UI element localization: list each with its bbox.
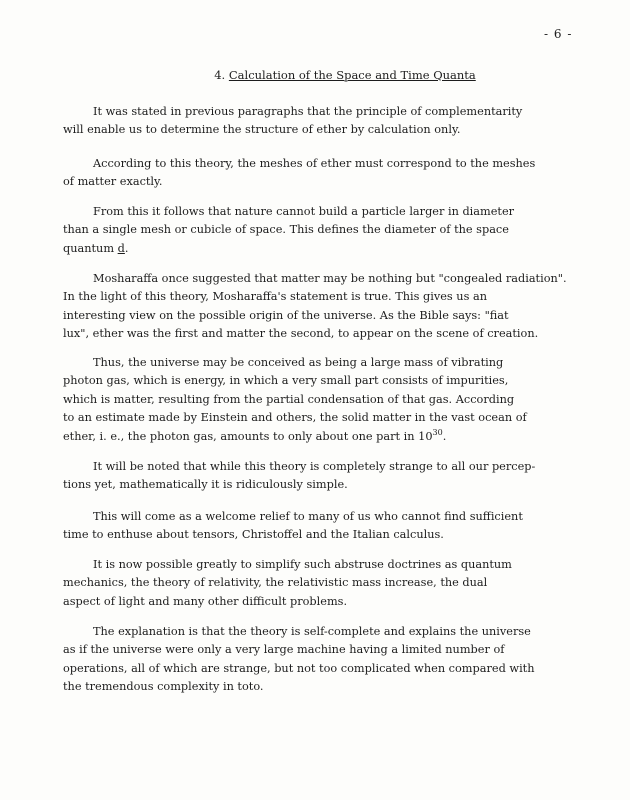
paragraph-line: The explanation is that the theory is self-complete and explains the universe xyxy=(93,625,531,638)
paragraph-7 xyxy=(63,508,615,545)
paragraph-line: which is matter, resulting from the partial condensation of that gas. According xyxy=(63,392,515,406)
paragraph-line: aspect of light and many other difficult problems. xyxy=(63,594,348,608)
paragraph-line: This will come as a welcome relief to many of us who cannot find sufficient xyxy=(93,510,523,523)
section-number: 4. xyxy=(214,68,226,82)
paragraph-8 xyxy=(63,556,615,611)
paragraph-line: will enable us to determine the structure of ether by calculation only. xyxy=(63,123,461,137)
section-heading xyxy=(0,68,630,82)
space-quantum-symbol: d xyxy=(117,241,125,255)
paragraph-line: Mosharaffa once suggested that matter may be nothing but "congealed radiation". xyxy=(93,272,567,285)
paragraph-1 xyxy=(63,103,615,140)
page-number: - 6 - xyxy=(544,27,573,41)
paragraph-6 xyxy=(63,458,615,495)
line-text: . xyxy=(442,429,447,443)
paragraph-line: It will be noted that while this theory is completely strange to all our percep- xyxy=(93,460,536,473)
paragraph-2 xyxy=(63,155,615,192)
paragraph-line: From this it follows that nature cannot build a particle larger in diameter xyxy=(93,205,515,218)
paragraph-line: time to enthuse about tensors, Christoffel and the Italian calculus. xyxy=(63,528,444,542)
paragraph-line: as if the universe were only a very large machine having a limited number of xyxy=(63,643,505,657)
paragraph-line: of matter exactly. xyxy=(63,175,163,189)
paragraph-line: According to this theory, the meshes of ether must correspond to the meshes xyxy=(93,157,536,170)
paragraph-line: tions yet, mathematically it is ridiculously simple. xyxy=(63,478,348,492)
paragraph-line: Thus, the universe may be conceived as being a large mass of vibrating xyxy=(93,356,504,369)
paragraph-line: photon gas, which is energy, in which a very small part consists of impurities, xyxy=(63,374,509,388)
exponent: 30 xyxy=(432,427,443,437)
paragraph-3 xyxy=(63,203,615,258)
paragraph-line xyxy=(63,428,615,446)
paragraph-line: lux", ether was the first and matter the second, to appear on the scene of creation. xyxy=(63,327,539,341)
paragraph-line: to an estimate made by Einstein and others, the solid matter in the vast ocean of xyxy=(63,411,527,425)
paragraph-5 xyxy=(63,354,615,446)
paragraph-line: It is now possible greatly to simplify such abstruse doctrines as quantum xyxy=(93,558,512,571)
line-text: ether, i. e., the photon gas, amounts to only about one part in 10 xyxy=(63,429,433,443)
paragraph-line: the tremendous complexity in toto. xyxy=(63,680,264,694)
line-text: quantum xyxy=(63,241,118,255)
paragraph-line: operations, all of which are strange, but not too complicated when compared with xyxy=(63,661,535,675)
paragraph-4 xyxy=(63,270,615,344)
section-title: Calculation of the Space and Time Quanta xyxy=(228,68,476,82)
paragraph-line xyxy=(63,240,615,258)
line-text: . xyxy=(124,241,129,255)
paragraph-line: than a single mesh or cubicle of space. This defines the diameter of the space xyxy=(63,223,509,237)
paragraph-9 xyxy=(63,623,615,697)
paragraph-line: interesting view on the possible origin of the universe. As the Bible says: "fiat xyxy=(63,308,509,322)
paragraph-line: mechanics, the theory of relativity, the relativistic mass increase, the dual xyxy=(63,576,488,590)
paragraph-line: In the light of this theory, Mosharaffa's statement is true. This gives us an xyxy=(63,290,487,304)
paragraph-line: It was stated in previous paragraphs that the principle of complementarity xyxy=(93,105,523,118)
